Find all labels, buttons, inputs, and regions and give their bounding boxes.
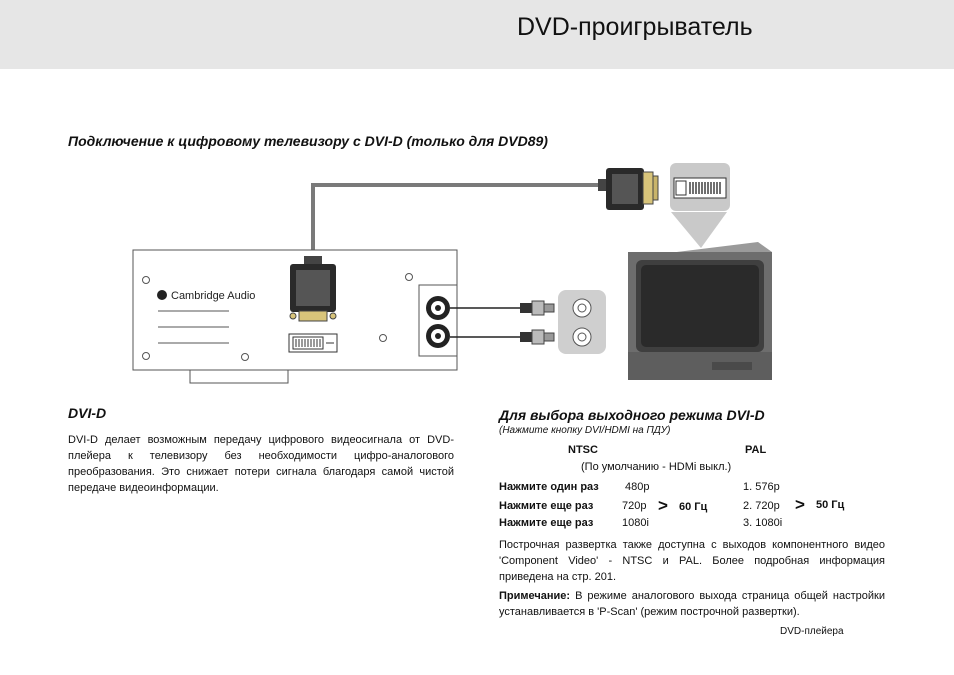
row-ntsc-value: 1080i xyxy=(622,517,649,529)
row-pal-value: 2. 720p xyxy=(743,500,780,512)
rca-plug-icon xyxy=(520,330,554,344)
dvi-plug-player-icon xyxy=(290,256,336,321)
note-label: Примечание: xyxy=(499,590,571,602)
footer-text: DVD-плейера xyxy=(780,626,844,637)
default-note: (По умолчанию - HDMi выкл.) xyxy=(581,461,732,473)
brand-logo-icon xyxy=(157,290,167,300)
mode-heading: Для выбора выходного режима DVI-D xyxy=(499,407,765,423)
brand-logo-text: Cambridge Audio xyxy=(171,290,256,302)
note-text: В режиме аналогового выхода страница общей настройки устанавливается в 'P-Scan' (режим построчной развертки). xyxy=(499,590,885,618)
row-label: Нажмите еще раз xyxy=(499,517,594,529)
rca-plug-icon xyxy=(520,301,554,315)
arrow-icon: > xyxy=(795,495,805,514)
arrow-icon: > xyxy=(658,496,668,515)
row-pal-value: 1. 576p xyxy=(743,481,780,493)
hz60-label: 60 Гц xyxy=(679,501,708,513)
mode-subheading: (Нажмите кнопку DVI/HDMI на ПДУ) xyxy=(499,425,671,436)
row-ntsc-value: 720p xyxy=(622,500,647,512)
tv-icon xyxy=(628,242,772,380)
dvid-description: DVI-D делает возможным передачу цифрового видеосигнала от DVD-плейера к телевизору без необходимости цифро-аналогового преобразования. Это снижает потери сигнала благодаря самой чистой передаче видеоинформации. xyxy=(68,434,454,494)
dvid-heading: DVI-D xyxy=(68,405,107,421)
tv-rca-jack-icon xyxy=(573,328,591,346)
note-paragraph xyxy=(499,588,885,620)
row-label: Нажмите еще раз xyxy=(499,500,594,512)
tv-dvi-port-inset xyxy=(670,163,730,248)
col-pal: PAL xyxy=(745,444,767,456)
section-title: Подключение к цифровому телевизору с DVI-D (только для DVD89) xyxy=(68,133,548,149)
dvi-plug-tv-icon xyxy=(598,168,658,210)
hz50-label: 50 Гц xyxy=(816,499,845,511)
dvd-player-foot xyxy=(190,370,288,383)
progressive-paragraph: Построчная развертка также доступна с выходов компонентного видео 'Component Video' - NTSC и PAL. Более подробная информация приведена на стр. 201. xyxy=(499,539,885,583)
row-label: Нажмите один раз xyxy=(499,481,599,493)
page-title: DVD-проигрыватель xyxy=(517,13,753,41)
row-pal-value: 3. 1080i xyxy=(743,517,783,529)
col-ntsc: NTSC xyxy=(568,444,598,456)
tv-rca-jack-icon xyxy=(573,299,591,317)
row-ntsc-value: 480p xyxy=(625,481,650,493)
dvi-cable xyxy=(313,185,600,258)
